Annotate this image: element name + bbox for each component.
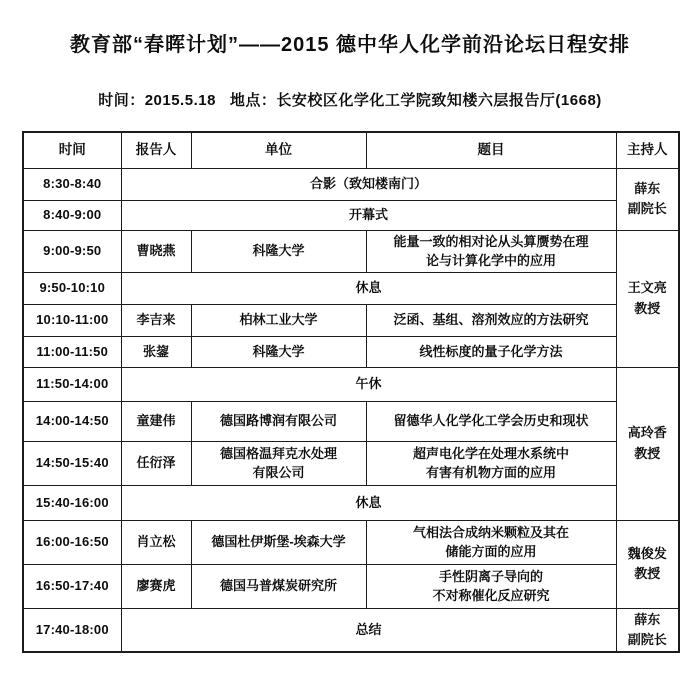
time-cell-line: 16:50-17:40 (35, 578, 109, 594)
time-cell (23, 520, 121, 564)
topic-cell-line: 论与计算化学中的应用 (425, 253, 556, 268)
speaker-cell (121, 441, 191, 485)
table-row (23, 564, 679, 608)
event-cell (121, 168, 616, 200)
table-row (23, 336, 679, 367)
topic-cell (366, 564, 616, 608)
time-cell (23, 367, 121, 401)
event-cell-line: 合影（致知楼南门） (309, 176, 427, 192)
time-cell (23, 608, 121, 652)
speaker-cell-line: 任衍泽 (136, 455, 176, 471)
host-cell (616, 230, 679, 367)
affiliation-cell-line: 科隆大学 (252, 243, 305, 259)
topic-cell-line: 泛函、基组、溶剂效应的方法研究 (393, 312, 589, 328)
host-name: 高玲香 (627, 425, 667, 441)
event-cell (121, 272, 616, 304)
speaker-cell-line: 肖立松 (136, 534, 176, 550)
time-cell-line: 14:50-15:40 (35, 455, 109, 471)
affiliation-cell-line: 德国路博润有限公司 (219, 413, 337, 429)
time-cell-line: 8:40-9:00 (43, 207, 102, 223)
topic-cell (366, 304, 616, 336)
table-header-row (23, 132, 679, 168)
time-cell (23, 272, 121, 304)
topic-cell-line: 储能方面的应用 (445, 544, 537, 559)
table-row (23, 485, 679, 520)
time-cell (23, 230, 121, 272)
table-row (23, 230, 679, 272)
time-cell (23, 441, 121, 485)
affiliation-cell-line: 德国马普煤炭研究所 (219, 578, 337, 594)
topic-cell-line: 气相法合成纳米颗粒及其在 (412, 524, 569, 540)
speaker-cell (121, 230, 191, 272)
schedule-table (22, 131, 680, 653)
column-header-topic: 题目 (366, 132, 616, 168)
affiliation-cell (191, 230, 366, 272)
affiliation-cell (191, 304, 366, 336)
table-row (23, 520, 679, 564)
event-cell-line: 总结 (355, 621, 382, 637)
affiliation-cell (191, 441, 366, 485)
affiliation-cell-line: 德国格温拜克水处理 (219, 445, 337, 461)
speaker-cell-line: 张鋆 (142, 343, 169, 359)
event-cell (121, 367, 616, 401)
speaker-cell (121, 401, 191, 441)
page-title: 教育部“春晖计划”——2015 德中华人化学前沿论坛日程安排 (69, 34, 631, 56)
table-row (23, 367, 679, 401)
column-header-affiliation: 单位 (191, 132, 366, 168)
topic-cell-line: 能量一致的相对论从头算赝势在理 (393, 233, 589, 249)
speaker-cell-line: 童建伟 (136, 413, 176, 429)
schedule-table-body (23, 168, 679, 652)
time-cell (23, 200, 121, 230)
topic-cell-line: 超声电化学在处理水系统中 (412, 445, 569, 461)
event-cell-line: 休息 (355, 494, 382, 510)
host-name: 薛东 (634, 611, 661, 627)
topic-cell-line: 线性标度的量子化学方法 (419, 343, 563, 359)
time-cell-line: 11:50-14:00 (36, 376, 109, 392)
time-cell-line: 9:50-10:10 (39, 280, 106, 296)
table-row (23, 304, 679, 336)
topic-cell (366, 336, 616, 367)
column-header-host: 主持人 (616, 132, 679, 168)
column-header-time: 时间 (23, 132, 121, 168)
host-name: 薛东 (634, 180, 661, 196)
topic-cell-line: 不对称催化反应研究 (432, 588, 550, 603)
schedule-meta: 时间：2015.5.18 地点：长安校区化学化工学院致知楼六层报告厅(1668) (98, 92, 602, 109)
column-header-speaker: 报告人 (121, 132, 191, 168)
affiliation-cell (191, 401, 366, 441)
event-cell (121, 485, 616, 520)
speaker-cell-line: 李吉来 (136, 312, 176, 328)
host-name: 魏俊发 (627, 545, 667, 561)
topic-cell-line: 手性阴离子导向的 (438, 568, 543, 584)
time-cell-line: 17:40-18:00 (35, 621, 109, 637)
affiliation-cell-line: 科隆大学 (252, 343, 305, 359)
affiliation-cell-line: 有限公司 (252, 465, 305, 480)
host-title: 教授 (634, 445, 661, 461)
time-cell-line: 10:10-11:00 (36, 312, 109, 328)
speaker-cell-line: 廖赛虎 (136, 578, 176, 594)
time-cell (23, 168, 121, 200)
affiliation-cell-line: 柏林工业大学 (239, 312, 318, 328)
topic-cell-line: 有害有机物方面的应用 (425, 465, 556, 480)
speaker-cell (121, 336, 191, 367)
host-cell (616, 608, 679, 652)
time-cell-line: 8:30-8:40 (43, 176, 102, 192)
time-cell-line: 14:00-14:50 (35, 413, 109, 429)
topic-cell (366, 230, 616, 272)
table-row (23, 200, 679, 230)
affiliation-cell (191, 336, 366, 367)
host-title: 副院长 (627, 631, 667, 647)
host-cell (616, 367, 679, 520)
event-cell (121, 200, 616, 230)
speaker-cell (121, 564, 191, 608)
speaker-cell (121, 304, 191, 336)
table-row (23, 401, 679, 441)
topic-cell-line: 留德华人化学化工学会历史和现状 (393, 413, 589, 429)
event-cell-line: 开幕式 (348, 207, 388, 223)
time-cell (23, 304, 121, 336)
time-cell-line: 15:40-16:00 (35, 494, 109, 510)
event-cell-line: 午休 (355, 376, 382, 392)
topic-cell (366, 441, 616, 485)
time-cell-line: 11:00-11:50 (36, 343, 109, 359)
affiliation-cell (191, 564, 366, 608)
table-row (23, 272, 679, 304)
table-row (23, 441, 679, 485)
time-cell (23, 564, 121, 608)
table-row (23, 608, 679, 652)
host-cell (616, 168, 679, 230)
affiliation-cell-line: 德国杜伊斯堡-埃森大学 (211, 534, 346, 550)
host-name: 王文亮 (627, 280, 667, 296)
speaker-cell (121, 520, 191, 564)
topic-cell (366, 401, 616, 441)
table-row (23, 168, 679, 200)
topic-cell (366, 520, 616, 564)
time-cell (23, 336, 121, 367)
time-cell-line: 9:00-9:50 (43, 243, 102, 259)
time-cell-line: 16:00-16:50 (35, 534, 109, 550)
affiliation-cell (191, 520, 366, 564)
time-cell (23, 401, 121, 441)
host-title: 教授 (634, 566, 661, 581)
event-cell-line: 休息 (355, 280, 382, 296)
time-cell (23, 485, 121, 520)
host-title: 教授 (634, 300, 661, 316)
host-title: 副院长 (627, 201, 667, 216)
event-cell (121, 608, 616, 652)
host-cell (616, 520, 679, 608)
speaker-cell-line: 曹晓燕 (136, 243, 176, 259)
